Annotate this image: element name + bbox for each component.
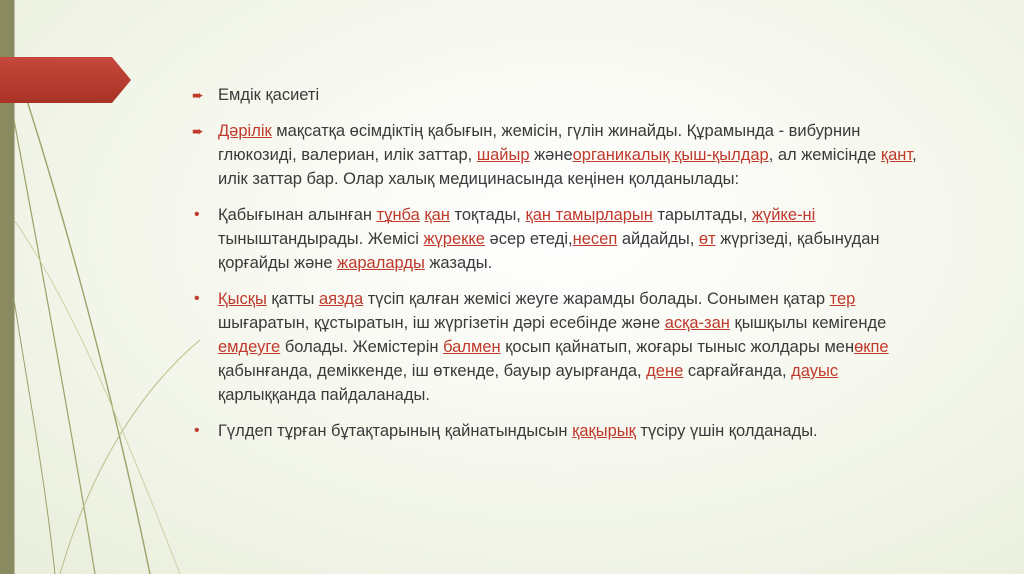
list-item [192, 419, 927, 443]
text-run: мақсатқа өсімдіктің қабығын, жемісін, гүлін жинайды. Құрамында - вибурнин глюкозиді, валериан, илік заттар, [218, 122, 861, 164]
text-run: сарғайғанда, [683, 362, 792, 380]
link-asqazan[interactable]: асқа-зан [664, 314, 730, 332]
text-run: қосып қайнатып, жоғары тыныс жолдары мен [500, 338, 855, 356]
link-ayazda[interactable]: аязда [319, 290, 364, 308]
dot-bullet-icon: • [194, 206, 200, 223]
list-item [192, 287, 927, 407]
link-emdeuge[interactable]: емдеуге [218, 338, 281, 356]
list-item [192, 203, 927, 275]
link-zharalardy[interactable]: жараларды [337, 254, 425, 272]
text-run: Қабығынан алынған [218, 206, 377, 224]
text-run: тыныштандырады. Жемісі [218, 230, 424, 248]
text-run: қышқылы кемігенде [729, 314, 887, 332]
link-qant[interactable]: қант [880, 146, 913, 164]
link-tunba[interactable]: тұнба [376, 206, 420, 224]
link-darilik[interactable]: Дәрілік [218, 122, 272, 140]
text-run: және [529, 146, 573, 164]
list-item [192, 83, 927, 107]
text-run: болады. Жемістерін [280, 338, 444, 356]
link-dauys[interactable]: дауыс [791, 362, 839, 380]
link-zhurekke[interactable]: жүрекке [423, 230, 485, 248]
list-item-text: Емдік қасиеті [218, 86, 320, 104]
link-balmen[interactable]: балмен [443, 338, 501, 356]
text-run: қабынғанда, деміккенде, іш өткенде, бауыр ауырғанда, [218, 362, 647, 380]
text-run: , илік заттар бар. Олар халық медицинасында кеңінен қолданылады: [218, 146, 917, 188]
text-run: , ал жемісінде [768, 146, 881, 164]
link-okpe[interactable]: өкпе [854, 338, 889, 356]
text-run: Гүлдеп тұрған бұтақтарының қайнатындысын [218, 422, 573, 440]
arrow-bullet-icon: ➨ [192, 123, 204, 139]
link-qan-tamyrlaryn[interactable]: қан тамырларын [525, 206, 653, 224]
link-ter[interactable]: тер [829, 290, 856, 308]
dot-bullet-icon: • [194, 422, 200, 439]
text-run: жазады. [424, 254, 493, 272]
text-run: тарылтады, [652, 206, 752, 224]
link-shaiyr[interactable]: шайыр [476, 146, 530, 164]
text-run: шығаратын, құстыратын, іш жүргізетін дәрі есебінде және [218, 314, 665, 332]
link-organic-acids[interactable]: органикалық қыш-қылдар [572, 146, 769, 164]
link-qysqy[interactable]: Қысқы [218, 290, 267, 308]
link-dene[interactable]: дене [646, 362, 684, 380]
bullet-list [192, 80, 927, 443]
text-run: әсер етеді, [484, 230, 573, 248]
arrow-bullet-icon: ➨ [192, 87, 204, 103]
link-nesep[interactable]: несеп [572, 230, 618, 248]
link-qan[interactable]: қан [424, 206, 450, 224]
dot-bullet-icon: • [194, 290, 200, 307]
text-run: қатты [266, 290, 319, 308]
text-run: жүргізеді, қабынудан қорғайды және [218, 230, 880, 272]
link-zhuike[interactable]: жүйке-ні [751, 206, 816, 224]
list-item [192, 119, 927, 191]
text-run: айдайды, [617, 230, 699, 248]
text-run: түсіру үшін қолданады. [635, 422, 818, 440]
text-run: тоқтады, [449, 206, 526, 224]
title-banner-shade [0, 57, 131, 103]
text-run: түсіп қалған жемісі жеуге жарамды болады. Сонымен қатар [363, 290, 830, 308]
text-run: қарлыққанда пайдаланады. [218, 386, 430, 404]
link-ot[interactable]: өт [698, 230, 716, 248]
link-qaqyryq[interactable]: қақырық [572, 422, 636, 440]
